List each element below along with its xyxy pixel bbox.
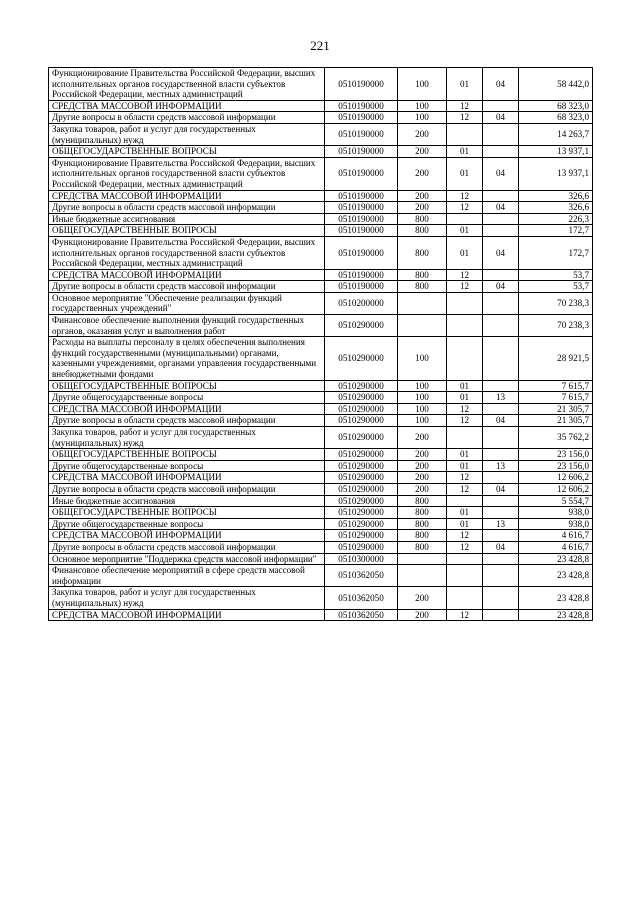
target-article-cell: 0510362050: [325, 587, 398, 609]
section-cell: 12: [447, 100, 483, 112]
subsection-cell: [483, 213, 519, 225]
item-name-cell: Основное мероприятие "Обеспечение реализации функций государственных учреждений": [49, 292, 325, 314]
section-cell: 12: [447, 415, 483, 427]
table-row: [49, 565, 593, 587]
table-row: [49, 449, 593, 461]
amount-cell: 53,7: [519, 281, 593, 293]
section-cell: 12: [447, 541, 483, 553]
subsection-cell: 04: [483, 483, 519, 495]
item-name-cell: Закупка товаров, работ и услуг для государственных (муниципальных) нужд: [49, 427, 325, 449]
table-row: [49, 403, 593, 415]
target-article-cell: 0510190000: [325, 269, 398, 281]
expense-type-cell: 200: [398, 427, 447, 449]
item-name-cell: Финансовое обеспечение мероприятий в сфере средств массовой информации: [49, 565, 325, 587]
subsection-cell: 13: [483, 392, 519, 404]
item-name-cell: СРЕДСТВА МАССОВОЙ ИНФОРМАЦИИ: [49, 609, 325, 621]
expense-type-cell: 100: [398, 112, 447, 124]
target-article-cell: 0510190000: [325, 236, 398, 269]
subsection-cell: [483, 269, 519, 281]
section-cell: [447, 292, 483, 314]
subsection-cell: [483, 449, 519, 461]
section-cell: [447, 427, 483, 449]
item-name-cell: СРЕДСТВА МАССОВОЙ ИНФОРМАЦИИ: [49, 190, 325, 202]
table-row: [49, 68, 593, 101]
expense-type-cell: 200: [398, 483, 447, 495]
amount-cell: 14 263,7: [519, 123, 593, 145]
section-cell: [447, 213, 483, 225]
item-name-cell: Другие вопросы в области средств массовой информации: [49, 483, 325, 495]
subsection-cell: [483, 146, 519, 158]
section-cell: [447, 565, 483, 587]
subsection-cell: 04: [483, 202, 519, 214]
expense-type-cell: 800: [398, 518, 447, 530]
expense-type-cell: 800: [398, 281, 447, 293]
amount-cell: 23 156,0: [519, 449, 593, 461]
amount-cell: 326,6: [519, 202, 593, 214]
item-name-cell: Функционирование Правительства Российской Федерации, высших исполнительных органов государственной власти субъектов Российской Федерации, местных администраций: [49, 157, 325, 190]
amount-cell: 70 238,3: [519, 292, 593, 314]
amount-cell: 12 606,2: [519, 483, 593, 495]
amount-cell: 28 921,5: [519, 337, 593, 380]
section-cell: [447, 337, 483, 380]
target-article-cell: 0510190000: [325, 281, 398, 293]
table-row: [49, 472, 593, 484]
subsection-cell: 04: [483, 157, 519, 190]
subsection-cell: 04: [483, 281, 519, 293]
amount-cell: 23 428,8: [519, 553, 593, 565]
item-name-cell: Финансовое обеспечение выполнения функций государственных органов, оказания услуг и выполнения работ: [49, 315, 325, 337]
section-cell: 01: [447, 392, 483, 404]
amount-cell: 68 323,0: [519, 112, 593, 124]
subsection-cell: [483, 587, 519, 609]
section-cell: 01: [447, 380, 483, 392]
amount-cell: 23 428,8: [519, 609, 593, 621]
expense-type-cell: 100: [398, 337, 447, 380]
expense-type-cell: 200: [398, 202, 447, 214]
subsection-cell: [483, 553, 519, 565]
section-cell: 12: [447, 483, 483, 495]
subsection-cell: 04: [483, 236, 519, 269]
expense-type-cell: 800: [398, 507, 447, 519]
section-cell: 01: [447, 236, 483, 269]
subsection-cell: 04: [483, 415, 519, 427]
table-row: [49, 541, 593, 553]
subsection-cell: [483, 380, 519, 392]
subsection-cell: [483, 609, 519, 621]
expense-type-cell: 800: [398, 541, 447, 553]
target-article-cell: 0510290000: [325, 483, 398, 495]
item-name-cell: Функционирование Правительства Российской Федерации, высших исполнительных органов государственной власти субъектов Российской Федерации, местных администраций: [49, 236, 325, 269]
section-cell: 01: [447, 460, 483, 472]
section-cell: 12: [447, 403, 483, 415]
item-name-cell: Иные бюджетные ассигнования: [49, 213, 325, 225]
section-cell: 01: [447, 146, 483, 158]
table-row: [49, 292, 593, 314]
item-name-cell: Другие вопросы в области средств массовой информации: [49, 202, 325, 214]
table-row: [49, 157, 593, 190]
target-article-cell: 0510290000: [325, 427, 398, 449]
amount-cell: 23 428,8: [519, 587, 593, 609]
table-row: [49, 427, 593, 449]
subsection-cell: [483, 530, 519, 542]
expense-type-cell: 800: [398, 530, 447, 542]
subsection-cell: [483, 565, 519, 587]
item-name-cell: Иные бюджетные ассигнования: [49, 495, 325, 507]
amount-cell: 12 606,2: [519, 472, 593, 484]
target-article-cell: 0510200000: [325, 292, 398, 314]
expense-type-cell: 800: [398, 213, 447, 225]
target-article-cell: 0510190000: [325, 213, 398, 225]
target-article-cell: 0510190000: [325, 68, 398, 101]
expense-type-cell: 800: [398, 495, 447, 507]
subsection-cell: [483, 225, 519, 237]
target-article-cell: 0510290000: [325, 460, 398, 472]
target-article-cell: 0510290000: [325, 449, 398, 461]
target-article-cell: 0510290000: [325, 415, 398, 427]
expense-type-cell: 200: [398, 460, 447, 472]
table-row: [49, 315, 593, 337]
target-article-cell: 0510290000: [325, 530, 398, 542]
table-row: [49, 281, 593, 293]
table-row: [49, 380, 593, 392]
subsection-cell: [483, 495, 519, 507]
target-article-cell: 0510362050: [325, 609, 398, 621]
item-name-cell: Закупка товаров, работ и услуг для государственных (муниципальных) нужд: [49, 587, 325, 609]
table-row: [49, 609, 593, 621]
table-row: [49, 269, 593, 281]
page-number: 221: [310, 38, 330, 53]
target-article-cell: 0510290000: [325, 518, 398, 530]
subsection-cell: 13: [483, 460, 519, 472]
amount-cell: 68 323,0: [519, 100, 593, 112]
amount-cell: 4 616,7: [519, 530, 593, 542]
table-row: [49, 518, 593, 530]
table-row: [49, 123, 593, 145]
item-name-cell: СРЕДСТВА МАССОВОЙ ИНФОРМАЦИИ: [49, 100, 325, 112]
table-row: [49, 213, 593, 225]
expense-type-cell: 200: [398, 587, 447, 609]
table-row: [49, 202, 593, 214]
target-article-cell: 0510190000: [325, 202, 398, 214]
subsection-cell: [483, 427, 519, 449]
amount-cell: 58 442,0: [519, 68, 593, 101]
section-cell: 01: [447, 68, 483, 101]
amount-cell: 938,0: [519, 518, 593, 530]
item-name-cell: Расходы на выплаты персоналу в целях обеспечения выполнения функций государственными (муниципальными) органами, казенными учреждениями, органами управления государственными внебюджетными фондами: [49, 337, 325, 380]
subsection-cell: [483, 315, 519, 337]
item-name-cell: СРЕДСТВА МАССОВОЙ ИНФОРМАЦИИ: [49, 472, 325, 484]
expense-type-cell: 100: [398, 392, 447, 404]
section-cell: 12: [447, 112, 483, 124]
target-article-cell: 0510190000: [325, 123, 398, 145]
amount-cell: 13 937,1: [519, 146, 593, 158]
amount-cell: 172,7: [519, 225, 593, 237]
expense-type-cell: [398, 292, 447, 314]
expense-type-cell: 200: [398, 123, 447, 145]
item-name-cell: Основное мероприятие "Поддержка средств массовой информации": [49, 553, 325, 565]
target-article-cell: 0510290000: [325, 541, 398, 553]
target-article-cell: 0510290000: [325, 472, 398, 484]
table-row: [49, 553, 593, 565]
subsection-cell: [483, 507, 519, 519]
item-name-cell: ОБЩЕГОСУДАРСТВЕННЫЕ ВОПРОСЫ: [49, 146, 325, 158]
subsection-cell: [483, 100, 519, 112]
section-cell: [447, 553, 483, 565]
item-name-cell: Другие общегосударственные вопросы: [49, 518, 325, 530]
budget-table: [48, 67, 593, 621]
amount-cell: 21 305,7: [519, 403, 593, 415]
expense-type-cell: 200: [398, 157, 447, 190]
table-row: [49, 392, 593, 404]
table-row: [49, 146, 593, 158]
section-cell: 12: [447, 269, 483, 281]
subsection-cell: 13: [483, 518, 519, 530]
expense-type-cell: 100: [398, 403, 447, 415]
expense-type-cell: 100: [398, 380, 447, 392]
expense-type-cell: 200: [398, 449, 447, 461]
item-name-cell: Другие вопросы в области средств массовой информации: [49, 541, 325, 553]
item-name-cell: ОБЩЕГОСУДАРСТВЕННЫЕ ВОПРОСЫ: [49, 449, 325, 461]
subsection-cell: [483, 292, 519, 314]
section-cell: 01: [447, 507, 483, 519]
expense-type-cell: 100: [398, 100, 447, 112]
item-name-cell: Другие вопросы в области средств массовой информации: [49, 112, 325, 124]
amount-cell: 13 937,1: [519, 157, 593, 190]
table-row: [49, 483, 593, 495]
subsection-cell: [483, 123, 519, 145]
amount-cell: 938,0: [519, 507, 593, 519]
budget-table-body: [49, 68, 593, 621]
target-article-cell: 0510190000: [325, 157, 398, 190]
section-cell: 01: [447, 225, 483, 237]
item-name-cell: Другие вопросы в области средств массовой информации: [49, 281, 325, 293]
expense-type-cell: 100: [398, 68, 447, 101]
subsection-cell: 04: [483, 112, 519, 124]
target-article-cell: 0510290000: [325, 337, 398, 380]
section-cell: 12: [447, 530, 483, 542]
item-name-cell: ОБЩЕГОСУДАРСТВЕННЫЕ ВОПРОСЫ: [49, 225, 325, 237]
target-article-cell: 0510290000: [325, 315, 398, 337]
expense-type-cell: 800: [398, 269, 447, 281]
item-name-cell: СРЕДСТВА МАССОВОЙ ИНФОРМАЦИИ: [49, 269, 325, 281]
section-cell: 01: [447, 157, 483, 190]
table-row: [49, 190, 593, 202]
target-article-cell: 0510300000: [325, 553, 398, 565]
amount-cell: 4 616,7: [519, 541, 593, 553]
section-cell: [447, 315, 483, 337]
subsection-cell: [483, 337, 519, 380]
item-name-cell: Функционирование Правительства Российской Федерации, высших исполнительных органов государственной власти субъектов Российской Федерации, местных администраций: [49, 68, 325, 101]
amount-cell: 172,7: [519, 236, 593, 269]
expense-type-cell: 800: [398, 225, 447, 237]
table-row: [49, 100, 593, 112]
table-row: [49, 112, 593, 124]
expense-type-cell: [398, 565, 447, 587]
target-article-cell: 0510190000: [325, 112, 398, 124]
target-article-cell: 0510190000: [325, 146, 398, 158]
amount-cell: 23 428,8: [519, 565, 593, 587]
target-article-cell: 0510362050: [325, 565, 398, 587]
section-cell: 01: [447, 518, 483, 530]
table-row: [49, 415, 593, 427]
table-row: [49, 530, 593, 542]
amount-cell: 23 156,0: [519, 460, 593, 472]
table-row: [49, 507, 593, 519]
expense-type-cell: 100: [398, 415, 447, 427]
section-cell: 12: [447, 609, 483, 621]
expense-type-cell: [398, 553, 447, 565]
target-article-cell: 0510190000: [325, 100, 398, 112]
expense-type-cell: 800: [398, 236, 447, 269]
expense-type-cell: 200: [398, 146, 447, 158]
amount-cell: 226,3: [519, 213, 593, 225]
item-name-cell: СРЕДСТВА МАССОВОЙ ИНФОРМАЦИИ: [49, 403, 325, 415]
section-cell: 01: [447, 449, 483, 461]
section-cell: 12: [447, 281, 483, 293]
subsection-cell: [483, 190, 519, 202]
target-article-cell: 0510290000: [325, 403, 398, 415]
item-name-cell: ОБЩЕГОСУДАРСТВЕННЫЕ ВОПРОСЫ: [49, 507, 325, 519]
target-article-cell: 0510290000: [325, 507, 398, 519]
amount-cell: 70 238,3: [519, 315, 593, 337]
table-row: [49, 495, 593, 507]
amount-cell: 21 305,7: [519, 415, 593, 427]
item-name-cell: СРЕДСТВА МАССОВОЙ ИНФОРМАЦИИ: [49, 530, 325, 542]
table-row: [49, 460, 593, 472]
item-name-cell: Другие общегосударственные вопросы: [49, 392, 325, 404]
section-cell: 12: [447, 202, 483, 214]
item-name-cell: Другие вопросы в области средств массовой информации: [49, 415, 325, 427]
amount-cell: 7 615,7: [519, 380, 593, 392]
target-article-cell: 0510190000: [325, 190, 398, 202]
subsection-cell: [483, 403, 519, 415]
subsection-cell: [483, 472, 519, 484]
amount-cell: 7 615,7: [519, 392, 593, 404]
section-cell: 12: [447, 190, 483, 202]
expense-type-cell: 200: [398, 190, 447, 202]
expense-type-cell: [398, 315, 447, 337]
item-name-cell: ОБЩЕГОСУДАРСТВЕННЫЕ ВОПРОСЫ: [49, 380, 325, 392]
amount-cell: 35 762,2: [519, 427, 593, 449]
target-article-cell: 0510190000: [325, 225, 398, 237]
section-cell: [447, 123, 483, 145]
subsection-cell: 04: [483, 541, 519, 553]
item-name-cell: Закупка товаров, работ и услуг для государственных (муниципальных) нужд: [49, 123, 325, 145]
amount-cell: 5 554,7: [519, 495, 593, 507]
target-article-cell: 0510290000: [325, 392, 398, 404]
table-row: [49, 236, 593, 269]
target-article-cell: 0510290000: [325, 495, 398, 507]
section-cell: [447, 495, 483, 507]
section-cell: 12: [447, 472, 483, 484]
amount-cell: 326,6: [519, 190, 593, 202]
expense-type-cell: 200: [398, 472, 447, 484]
table-row: [49, 587, 593, 609]
item-name-cell: Другие общегосударственные вопросы: [49, 460, 325, 472]
expense-type-cell: 200: [398, 609, 447, 621]
section-cell: [447, 587, 483, 609]
table-row: [49, 337, 593, 380]
subsection-cell: 04: [483, 68, 519, 101]
amount-cell: 53,7: [519, 269, 593, 281]
table-row: [49, 225, 593, 237]
target-article-cell: 0510290000: [325, 380, 398, 392]
